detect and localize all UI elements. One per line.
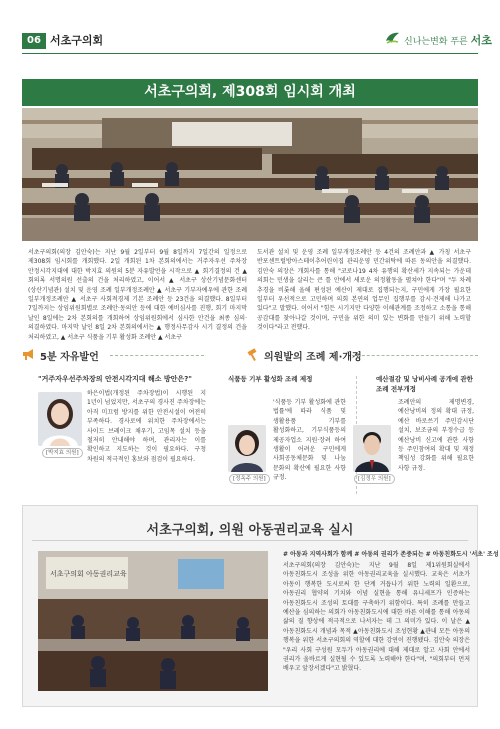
article2-title: 서초구의회, 의원 아동권리교육 실시 xyxy=(146,523,354,538)
seocho-logo xyxy=(384,28,492,50)
article-body-col2: 도서관 설치 및 운영 조례 일부개정조례안 등 4건의 조례안과 ▲ 가칭 서초구 반포센트럴방아스테이추어린이집 관리운영 민간위탁에 따른 동의안을 의결했다. 김안숙 의장은 개회사를 통해 "코로나19 4차 유행의 확산세가 지속되는 가운데 의회는 민생을 살리는 큰 틀 안에서 새로운 의정활동을 펼쳐야 한다"며 "두 차례 추경을 비롯해 올해 편성된 예산이 제대로 집행되는지, 구민에게 가장 필요한 일부터 우선적으로 고민하며 의회 본연의 업무인 집행부를 감시·견제해 나가고 있다"고 말했다. 이어서 "힘든 시기지만 다양한 이해관계를 조정하고 소통을 통해 공감대를 찾아나갈 것이며, 구민을 위한 의미 있는 변화를 만들기 위해 노력할 것이다"라고 전했다. xyxy=(257,249,471,332)
seocho-logo-icon xyxy=(384,30,400,46)
logo-text: 신나는변화 푸른 서초 xyxy=(404,34,492,47)
article-body-col1: 서초구의회(의장 김안숙)는 지난 9월 2일부터 9월 8일까지 7일간의 일정으로 제308회 임시회를 개회했다. 2일 개회된 1차 본회의에서는 거주자우선 주차장 안정시각지대에 대한 박지효 의원의 5분 자유발언을 시작으로 ▲ 회기결정의 건 ▲ 회의록 서명의원 선출의 건을 처리하였고, 이어서 ▲ 서초구 상산기념문화센터(상산기념관) 설치 및 운영 조례 일부개정조례안 ▲ 서초구 기부자예우에 관한 조례 일부개정조례안 ▲ 서초구 사회적경제 기본 조례안 등 23건을 의결했다. 8일부터 7일까지는 상임위원회별로 조례안·동의안 등에 대한 예비심사를 진행, 회기 마지막 날인 8일에는 2차 본회의를 개회하여 상임위원회에서 심사한 안건을 최종 심의·의결하였다. 마지막 날인 8일 2차 본회의에서는 ▲ 행정사무감사 시기 결정의 건을 처리하였고, ▲ 서초구 식품을 기부 활성화 조례안 ▲ 서초구 xyxy=(28,249,247,341)
article2-rule xyxy=(32,540,468,541)
proposal2-text: 조례안의 제명변경, 예산낭비의 정의 확대 규정, 예산 바로쓰기 주민감시단 설치, 보조금의 부정수급 등 예산낭비 신고에 관한 사항 등 주민참여의 확대 및 재정 책임성 강화를 위해 필요한 사항 규정. xyxy=(398,399,474,472)
page-section-title: 서초구의회 xyxy=(50,34,104,47)
article2-text: 서초구의회(의장 김안숙)는 지난 9월 8일 제1위원회실에서 아동친화도시 조성을 위한 아동권리교육을 실시했다. 교육은 서초가 아동이 행복한 도시로써 한 단계 거듭나기 위한 노력의 일환으로, 아동권리 협약의 기치와 이념 실현을 통해 유니세프가 인증하는 아동친화도시 조성의 토대를 구축하기 위함이다. 특히 조례를 만들고 예산을 심의하는 의회가 아동친화도시에 대한 바른 이해를 통해 아동의 삶의 질 향상에 적극적으로 나서자는 데 그 의미가 있다. 이 날은 ▲아동친화도시 개념과 목적 ▲아동친화도시 조성현황 ▲관내 모든 아동의 행복을 위한 서초구의회의 역할에 대한 강연이 진행됐다. 김안숙 의장은 "우리 사회 구성원 모두가 아동권리에 대해 제대로 알고 사회 안에서 권리가 올바르게 실현될 수 있도록 노력해야 한다"며, "의회부터 먼저 배우고 앞장서겠다"고 밝혔다. xyxy=(283,562,470,673)
proposal1-member: [정옥주 의원] xyxy=(229,474,270,484)
speech-text: 하은이법(개정된 주차장법)이 시행된 지 1년이 넘었지만, 서초구의 경사진 주차장에는 아직 미끄럼 방지를 위한 안전시설이 여전히 부족하다. 경사로에 위치한 주차장에서는 사이드 브레이크 채우기, 고임목 설치 등을 철저히 안내해야 하며, 관리자는 이를 확인하고 지도하는 것이 필요하다. 구청 차원의 적극적인 홍보와 점검이 필요하다. xyxy=(87,390,206,463)
child-rights-education-photo xyxy=(38,551,268,691)
header-rule xyxy=(22,53,478,54)
proposals-heading: 의원발의 조례 제·개정 xyxy=(264,352,362,363)
proposal1-title: 식품등 기부 활성화 조례 제정 xyxy=(228,375,313,383)
gavel-icon xyxy=(246,347,260,361)
speech-heading: 5분 자유발언 xyxy=(40,352,99,363)
speaker-portrait xyxy=(38,392,82,446)
article-title-session: 서초구의회, 제308회 임시회 개최 xyxy=(22,79,478,106)
proposal2-title: 예산절감 및 낭비사례 공개에 관한 조례 전부개정 xyxy=(376,375,473,393)
proposals-heading-rule xyxy=(352,355,478,356)
speech-heading-rule xyxy=(110,355,204,356)
speaker-caption: [박지효 의원] xyxy=(42,448,83,458)
proposal1-portrait xyxy=(228,425,266,472)
proposal2-member: [김정우 의원] xyxy=(354,474,395,484)
proposal1-text: '식품등 기부 활성화에 관한 법률'에 따라 식품 및 생활용품 기부를 활성화하고, 기부식품등의 제공자업소 지원·장려 하여 생활이 어려운 구민에게 사회공동체문화 및 나눔 문화의 확산에 필요한 사항 규정. xyxy=(273,399,346,482)
article2-tags: # 아동과 지역사회가 함께 # 아동의 권리가 존중되는 # 아동친화도시 '서초' 조성 xyxy=(283,551,499,558)
photo-banner-text: 서초구의회 아동권리교육 xyxy=(50,570,127,578)
speech-topic: "거주자우선주차장의 안전시각지대 해소 방안은?" xyxy=(38,375,192,383)
council-session-photo xyxy=(22,108,478,241)
proposal2-portrait xyxy=(353,425,391,472)
megaphone-icon xyxy=(22,347,36,361)
page-number: 06 xyxy=(22,33,46,49)
